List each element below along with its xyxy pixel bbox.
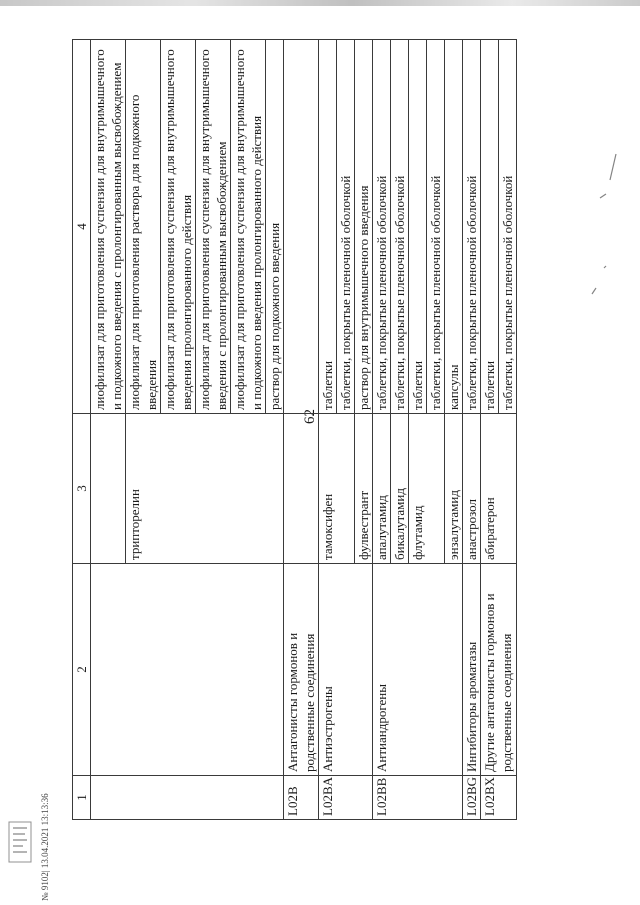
group-name-cell: Антагонисты гормонов и родственные соединения: [284, 564, 319, 776]
form-cell: таблетки: [481, 40, 499, 414]
form-cell: таблетки, покрытые пленочной оболочкой: [373, 40, 391, 414]
form-cell: таблетки, покрытые пленочной оболочкой: [463, 40, 481, 414]
pen-mark: [586, 150, 626, 210]
group-name-cell: Другие антагонисты гормонов и родственные соединения: [481, 564, 517, 776]
form-cell: лиофилизат для приготовления суспензии для внутримышечного введения пролонгированного действия: [161, 40, 196, 414]
form-cell: раствор для внутримышечного введения: [355, 40, 373, 414]
form-cell: таблетки, покрытые пленочной оболочкой: [427, 40, 445, 414]
medicine-table-container: [72, 40, 578, 820]
table-row: [91, 40, 126, 820]
drug-cell: [284, 414, 319, 564]
form-cell: раствор для подкожного введения: [266, 40, 284, 414]
atc-code-cell: L02BG: [463, 776, 481, 820]
form-cell: [284, 40, 319, 414]
table-row: [319, 40, 337, 820]
table-body: [91, 40, 517, 820]
drug-cell: трипторелин: [126, 414, 284, 564]
drug-cell: энзалутамид: [445, 414, 463, 564]
atc-code-cell: L02BA: [319, 776, 373, 820]
group-name-cell: [91, 564, 284, 776]
atc-code-cell: L02BX: [481, 776, 517, 820]
drug-cell: [91, 414, 126, 564]
form-cell: таблетки, покрытые пленочной оболочкой: [391, 40, 409, 414]
form-cell: таблетки, покрытые пленочной оболочкой: [337, 40, 355, 414]
drug-cell: фулвестрант: [355, 414, 373, 564]
pen-mark: [586, 260, 616, 300]
form-cell: лиофилизат для приготовления раствора для подкожного введения: [126, 40, 161, 414]
header-col-1: 1: [73, 776, 91, 820]
form-cell: лиофилизат для приготовления суспензии для внутримышечного и подкожного введения пролонгированного действия: [231, 40, 266, 414]
form-cell: капсулы: [445, 40, 463, 414]
form-cell: таблетки: [409, 40, 427, 414]
form-cell: таблетки: [319, 40, 337, 414]
drug-cell: тамоксифен: [319, 414, 355, 564]
medicine-table: [72, 39, 517, 820]
table-row: [463, 40, 481, 820]
table-header-row: [73, 40, 91, 820]
table-row: [373, 40, 391, 820]
header-col-4: 4: [73, 40, 91, 414]
page-number: 62: [302, 409, 318, 424]
group-name-cell: Антиандрогены: [373, 564, 463, 776]
header-col-2: 2: [73, 564, 91, 776]
form-cell: таблетки, покрытые пленочной оболочкой: [499, 40, 517, 414]
code-cell: [91, 776, 284, 820]
scan-edge-noise: [0, 0, 640, 6]
drug-cell: флутамид: [409, 414, 445, 564]
stamp-icon: [7, 820, 33, 864]
table-row: [481, 40, 499, 820]
drug-cell: бикалутамид: [391, 414, 409, 564]
drug-cell: анастрозол: [463, 414, 481, 564]
table-row: [284, 40, 319, 820]
group-name-cell: Антиэстрогены: [319, 564, 373, 776]
drug-cell: апалутамид: [373, 414, 391, 564]
drug-cell: абиратерон: [481, 414, 517, 564]
form-cell: лиофилизат для приготовления суспензии для внутримышечного введения с пролонгированным высвобождением: [196, 40, 231, 414]
form-cell: лиофилизат для приготовления суспензии для внутримышечного и подкожного введения с пролонгированным высвобождением: [91, 40, 126, 414]
stamp-text: № 9102| 13.04.2021 13:13:36: [40, 793, 50, 901]
header-col-3: 3: [73, 414, 91, 564]
atc-code-cell: L02B: [284, 776, 319, 820]
group-name-cell: Ингибиторы ароматазы: [463, 564, 481, 776]
atc-code-cell: L02BB: [373, 776, 463, 820]
